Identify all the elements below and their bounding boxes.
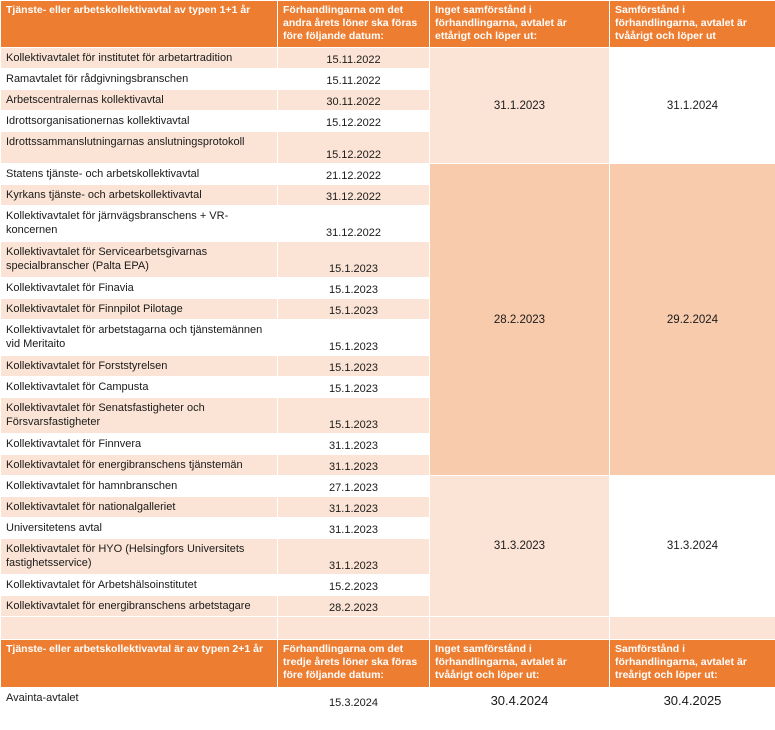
negotiation-deadline: 31.12.2022 [278,206,430,242]
header-row-1 [1,1,775,48]
agreement-name: Kyrkans tjänste- och arbetskollektivavtal [1,185,278,206]
negotiation-deadline: 31.1.2023 [278,539,430,575]
negotiation-deadline: 15.1.2023 [278,278,430,299]
final-agreement-expiry: 30.4.2025 [610,688,775,712]
header2-col3: Inget samförstånd i förhandlingarna, avtalet är tvåårigt och löper ut: [430,640,610,688]
agreement-name: Kollektivavtalet för HYO (Helsingfors Universitets fastighetsservice) [1,539,278,575]
table-row [1,476,775,497]
negotiation-deadline: 21.12.2022 [278,164,430,185]
group3-no-agreement-expiry: 31.3.2023 [430,476,610,617]
header1-col2: Förhandlingarna om det andra årets löner ska föras före följande datum: [278,1,430,48]
negotiation-deadline: 15.1.2023 [278,299,430,320]
spacer-cell [278,617,430,640]
spacer-row [1,617,775,640]
header-row-2 [1,640,775,688]
spacer-cell [430,617,610,640]
group2-no-agreement-expiry: 28.2.2023 [430,164,610,476]
header1-col4: Samförstånd i förhandlingarna, avtalet är tvåårigt och löper ut [610,1,775,48]
agreement-name: Kollektivavtalet för Arbetshälsoinstitutet [1,575,278,596]
agreement-name: Kollektivavtalet för Campusta [1,377,278,398]
header2-col2: Förhandlingarna om det tredje årets löner ska föras före följande datum: [278,640,430,688]
table-row [1,164,775,185]
negotiation-deadline: 31.1.2023 [278,518,430,539]
agreement-name: Arbetscentralernas kollektivavtal [1,90,278,111]
negotiation-deadline: 31.1.2023 [278,497,430,518]
negotiation-deadline: 31.1.2023 [278,434,430,455]
negotiation-deadline: 15.3.2024 [278,688,430,712]
negotiation-deadline: 15.1.2023 [278,242,430,278]
negotiation-deadline: 15.12.2022 [278,111,430,132]
agreement-name: Kollektivavtalet för Finnpilot Pilotage [1,299,278,320]
agreement-name: Kollektivavtalet för Servicearbetsgivarnas specialbranscher (Palta EPA) [1,242,278,278]
negotiation-deadline: 31.1.2023 [278,455,430,476]
agreement-name: Kollektivavtalet för arbetstagarna och tjänstemännen vid Meritaito [1,320,278,356]
agreement-name: Kollektivavtalet för nationalgalleriet [1,497,278,518]
negotiation-deadline: 28.2.2023 [278,596,430,617]
agreement-name: Kollektivavtalet för Senatsfastigheter och Försvarsfastigheter [1,398,278,434]
agreement-name: Ramavtalet för rådgivningsbranschen [1,69,278,90]
negotiation-deadline: 15.11.2022 [278,48,430,69]
spacer-cell [610,617,775,640]
negotiation-deadline: 15.11.2022 [278,69,430,90]
negotiation-deadline: 31.12.2022 [278,185,430,206]
header1-col3: Inget samförstånd i förhandlingarna, avtalet är ettårigt och löper ut: [430,1,610,48]
agreement-name: Idrottsorganisationernas kollektivavtal [1,111,278,132]
agreement-name: Kollektivavtalet för Finnvera [1,434,278,455]
table-row [1,48,775,69]
agreement-name: Idrottssammanslutningarnas anslutningsprotokoll [1,132,278,164]
agreement-name: Kollektivavtalet för energibranschens tjänstemän [1,455,278,476]
agreement-name: Kollektivavtalet för Finavia [1,278,278,299]
negotiation-deadline: 15.2.2023 [278,575,430,596]
group1-agreement-expiry: 31.1.2024 [610,48,775,164]
agreement-name: Kollektivavtalet för energibranschens arbetstagare [1,596,278,617]
final-no-agreement-expiry: 30.4.2024 [430,688,610,712]
agreement-name: Statens tjänste- och arbetskollektivavtal [1,164,278,185]
negotiation-deadline: 30.11.2022 [278,90,430,111]
spacer-cell [1,617,278,640]
group3-agreement-expiry: 31.3.2024 [610,476,775,617]
header2-col4: Samförstånd i förhandlingarna, avtalet är treårigt och löper ut: [610,640,775,688]
negotiation-deadline: 15.1.2023 [278,356,430,377]
agreement-name: Kollektivavtalet för Forststyrelsen [1,356,278,377]
negotiation-deadline: 15.1.2023 [278,398,430,434]
agreement-name: Kollektivavtalet för institutet för arbetartradition [1,48,278,69]
group2-agreement-expiry: 29.2.2024 [610,164,775,476]
negotiation-deadline: 27.1.2023 [278,476,430,497]
header2-col1: Tjänste- eller arbetskollektivavtal är av typen 2+1 år [1,640,278,688]
agreement-name: Kollektivavtalet för hamnbranschen [1,476,278,497]
agreement-name: Universitetens avtal [1,518,278,539]
negotiation-deadline: 15.12.2022 [278,132,430,164]
agreement-name: Avainta-avtalet [1,688,278,712]
negotiation-deadline: 15.1.2023 [278,377,430,398]
negotiation-deadline: 15.1.2023 [278,320,430,356]
header1-col1: Tjänste- eller arbetskollektivavtal av typen 1+1 år [1,1,278,48]
table-row [1,688,775,712]
agreement-name: Kollektivavtalet för järnvägsbranschens + VR-koncernen [1,206,278,242]
group1-no-agreement-expiry: 31.1.2023 [430,48,610,164]
